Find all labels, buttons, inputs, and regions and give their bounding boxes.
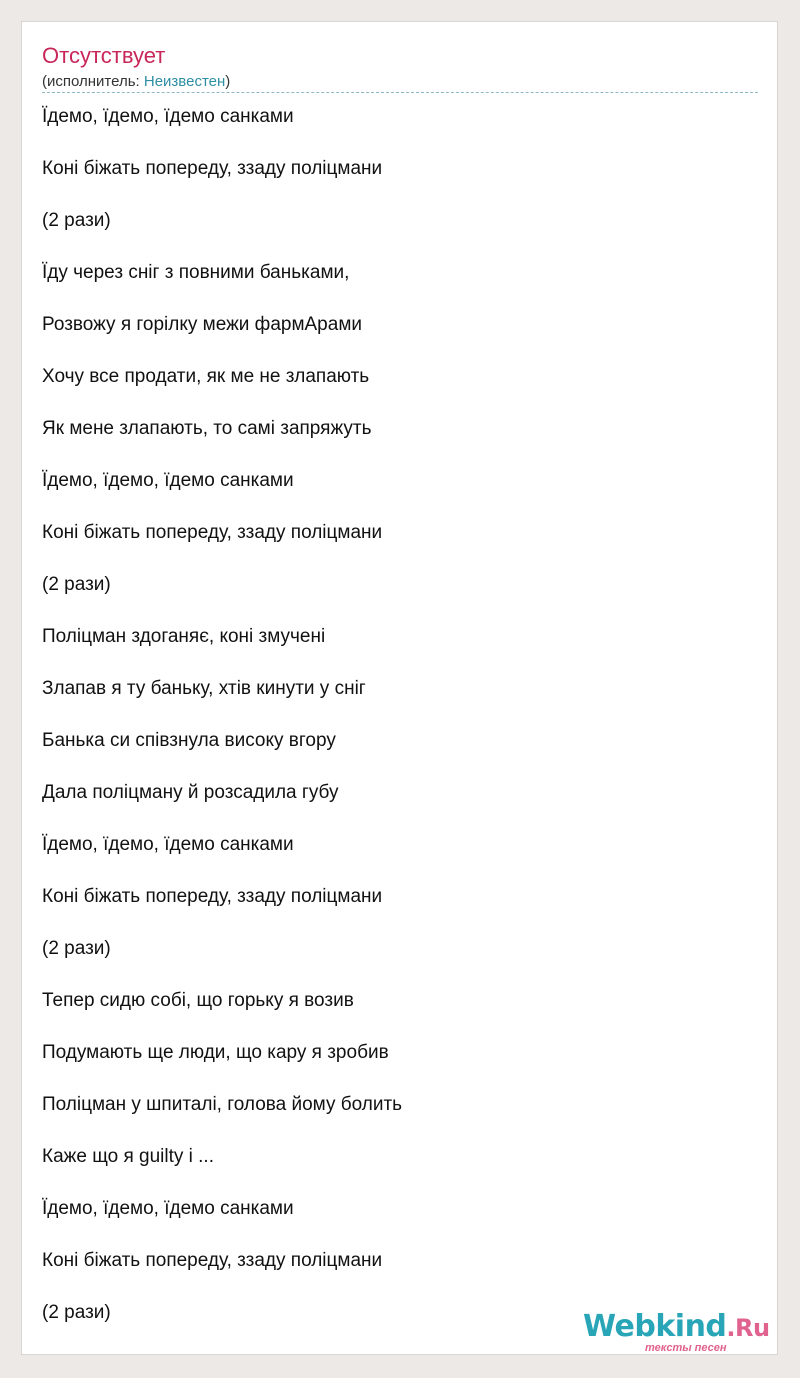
lyric-line: (2 рази): [42, 574, 111, 595]
lyric-line: Коні біжать попереду, ззаду поліцмани: [42, 522, 383, 543]
lyric-line: Хочу все продати, як ме не злапають: [42, 366, 370, 387]
lyric-line: Як мене злапають, то самі запряжуть: [42, 418, 372, 439]
artist-link[interactable]: Неизвестен: [143, 73, 226, 90]
logo-name: Webkind: [583, 1309, 727, 1344]
lyric-line: (2 рази): [42, 210, 111, 231]
lyric-line: Поліцман здоганяє, коні змучені: [42, 626, 326, 647]
lyric-line: (2 рази): [42, 1302, 111, 1323]
lyric-line: Поліцман у шпиталі, голова йому болить: [42, 1094, 403, 1115]
lyric-line: Розвожу я горілку межи фармАрами: [42, 314, 362, 335]
logo-wordmark: [583, 1310, 770, 1345]
lyric-line: Коні біжать попереду, ззаду поліцмани: [42, 1250, 383, 1271]
logo-tagline: тексты песен: [645, 1342, 727, 1354]
lyric-line: Дала поліцману й розсадила губу: [42, 782, 339, 803]
title-divider: [42, 92, 758, 93]
lyric-line: Коні біжать попереду, ззаду поліцмани: [42, 158, 383, 179]
lyric-line: Каже що я guilty і ...: [42, 1146, 214, 1167]
site-logo[interactable]: [583, 1310, 783, 1358]
artist-suffix: ): [225, 73, 231, 90]
lyric-line: Їдемо, їдемо, їдемо санками: [42, 470, 294, 491]
lyric-line: Банька си співзнула високу вгору: [42, 730, 336, 751]
lyrics-list: [42, 104, 402, 1352]
lyric-line: Їдемо, їдемо, їдемо санками: [42, 834, 294, 855]
lyric-line: Їдемо, їдемо, їдемо санками: [42, 106, 294, 127]
lyric-line: (2 рази): [42, 938, 111, 959]
lyric-line: Тепер сидю собі, що горьку я возив: [42, 990, 354, 1011]
lyric-line: Подумають ще люди, що кару я зробив: [42, 1042, 389, 1063]
artist-line: [42, 72, 230, 92]
song-title: Отсутствует: [42, 43, 166, 68]
lyric-line: Їдемо, їдемо, їдемо санками: [42, 1198, 294, 1219]
lyric-line: Злапав я ту баньку, хтів кинути у сніг: [42, 678, 366, 699]
artist-prefix: (исполнитель:: [42, 73, 144, 90]
logo-tld: .Ru: [726, 1314, 770, 1342]
lyric-line: Їду через сніг з повними баньками,: [42, 262, 350, 283]
lyric-line: Коні біжать попереду, ззаду поліцмани: [42, 886, 383, 907]
